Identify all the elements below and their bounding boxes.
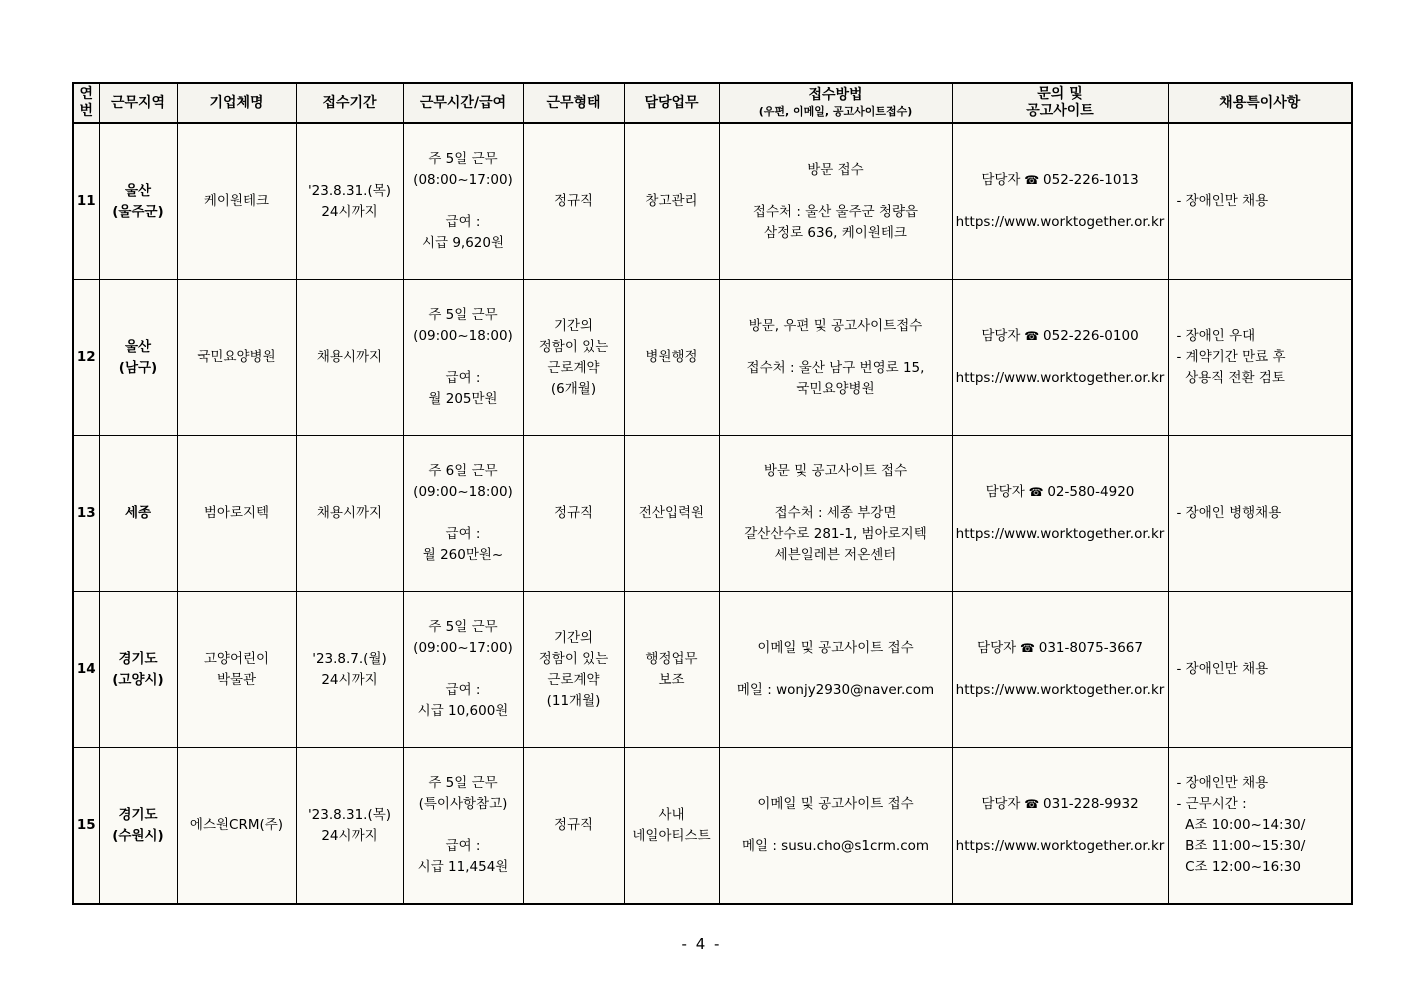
hours-pay xyxy=(403,436,523,592)
header-method-title: 접수방법 xyxy=(808,87,863,103)
line-gap xyxy=(406,347,521,368)
company-name xyxy=(177,748,296,905)
contact-line xyxy=(955,326,1166,347)
application-period-line: 채용시까지 xyxy=(316,349,383,365)
hiring-notes-line: - 장애인만 채용 xyxy=(1176,661,1269,677)
table-row xyxy=(73,592,1352,748)
application-method xyxy=(719,280,952,436)
contact-label: 담당자 xyxy=(981,328,1021,344)
work-region-line: 경기도 xyxy=(118,806,158,823)
method-line: 방문 접수 xyxy=(807,161,864,178)
employment-type-line: 근로계약 xyxy=(547,359,600,376)
application-period-line: '23.8.7.(월) xyxy=(312,650,387,667)
hiring-notes xyxy=(1168,748,1352,905)
hours-pay xyxy=(403,123,523,280)
hiring-notes-line: B조 11:00~15:30/ xyxy=(1176,838,1306,854)
method-detail-line: 삼정로 636, 케이원테크 xyxy=(764,224,907,241)
header-no-line: 연 xyxy=(79,86,94,102)
application-method xyxy=(719,592,952,748)
hiring-notes-line: - 장애인 우대 xyxy=(1176,328,1256,344)
work-hours-line: (08:00~17:00) xyxy=(413,172,513,188)
company-name xyxy=(177,280,296,436)
application-period-line: 24시까지 xyxy=(321,827,378,844)
job-duty-line: 창고관리 xyxy=(645,193,698,209)
job-duty xyxy=(624,436,719,592)
table-header xyxy=(73,83,1352,123)
pay-line: 급여 : xyxy=(445,838,481,854)
contact-info xyxy=(952,280,1168,436)
row-number: 11 xyxy=(73,123,99,280)
telephone-icon: ☎ xyxy=(1016,641,1039,655)
work-region xyxy=(99,592,177,748)
company-name xyxy=(177,436,296,592)
method-line: 이메일 및 공고사이트 접수 xyxy=(757,640,914,656)
line-gap xyxy=(406,191,521,212)
method-detail-line: 접수처 : 울산 남구 번영로 15, xyxy=(746,359,925,376)
line-gap xyxy=(955,191,1166,212)
contact-label: 담당자 xyxy=(981,796,1021,812)
header-contact xyxy=(952,83,1168,123)
employment-type xyxy=(523,123,624,280)
pay-line: 급여 : xyxy=(445,370,481,386)
job-site-link[interactable]: https://www.worktogether.or.kr xyxy=(955,370,1165,386)
employment-type-line: (11개월) xyxy=(546,692,601,709)
work-region-line: 세종 xyxy=(124,505,152,521)
contact-phone[interactable]: 052-226-1013 xyxy=(1043,172,1139,188)
pay-line: 시급 11,454원 xyxy=(417,859,509,875)
application-period xyxy=(296,436,403,592)
header-no-line: 번 xyxy=(79,103,94,119)
work-region-line: 울산 xyxy=(124,182,152,199)
contact-label: 담당자 xyxy=(985,484,1025,500)
work-hours-line: 주 5일 근무 xyxy=(428,619,498,635)
employment-type xyxy=(523,592,624,748)
job-duty-line: 병원행정 xyxy=(645,349,698,365)
header-contact-line: 공고사이트 xyxy=(1026,103,1094,119)
work-hours-line: (09:00~17:00) xyxy=(413,640,513,656)
pay-line: 월 260만원~ xyxy=(422,547,504,563)
company-name-line: 국민요양병원 xyxy=(197,349,276,365)
company-name-line: 케이원테크 xyxy=(203,193,270,209)
application-period-line: 채용시까지 xyxy=(316,505,383,521)
table-body xyxy=(73,123,1352,904)
job-duty xyxy=(624,123,719,280)
page-number: - 4 - xyxy=(681,935,722,953)
method-detail-line: 국민요양병원 xyxy=(796,380,875,397)
table-row xyxy=(73,280,1352,436)
company-name-line: 범아로지텍 xyxy=(203,505,270,521)
table-row xyxy=(73,748,1352,905)
work-region-line: (고양시) xyxy=(112,671,164,688)
job-site-link[interactable]: https://www.worktogether.or.kr xyxy=(955,214,1165,230)
employment-type-line: 근로계약 xyxy=(547,671,600,688)
header-contact-line: 문의 및 xyxy=(1037,86,1083,102)
application-period xyxy=(296,748,403,905)
job-site-link[interactable]: https://www.worktogether.or.kr xyxy=(955,682,1165,698)
method-detail-line: 메일 : susu.cho@s1crm.com xyxy=(741,838,930,854)
hiring-notes xyxy=(1168,436,1352,592)
line-gap xyxy=(955,659,1166,680)
work-region-line: (울주군) xyxy=(112,203,164,220)
job-duty-line: 사내 xyxy=(658,806,685,823)
employment-type-line: 정함이 있는 xyxy=(538,338,609,355)
pay-line: 시급 10,600원 xyxy=(417,703,509,719)
method-detail-line: 세븐일레븐 저온센터 xyxy=(774,547,897,563)
contact-line xyxy=(955,482,1166,503)
telephone-icon: ☎ xyxy=(1020,329,1044,343)
application-period-line: '23.8.31.(목) xyxy=(307,806,392,823)
contact-phone[interactable]: 031-8075-3667 xyxy=(1038,640,1143,656)
employment-type-line: (6개월) xyxy=(550,380,597,397)
work-hours-line: (09:00~18:00) xyxy=(413,328,513,344)
employment-type-line: 기간의 xyxy=(553,629,594,646)
contact-line xyxy=(955,170,1166,191)
work-region xyxy=(99,280,177,436)
company-name xyxy=(177,123,296,280)
employment-type xyxy=(523,280,624,436)
hours-pay xyxy=(403,280,523,436)
employment-type-line: 기간의 xyxy=(553,317,594,334)
job-site-link[interactable]: https://www.worktogether.or.kr xyxy=(955,838,1165,854)
row-number: 12 xyxy=(73,280,99,436)
hiring-notes-line: A조 10:00~14:30/ xyxy=(1176,817,1306,833)
pay-line: 급여 : xyxy=(445,526,481,542)
employment-type-line: 정규직 xyxy=(553,193,594,209)
hiring-notes-line: 상용직 전환 검토 xyxy=(1176,370,1285,386)
work-region-line: 울산 xyxy=(124,338,152,355)
hours-pay xyxy=(403,748,523,905)
line-gap xyxy=(722,181,950,202)
work-region xyxy=(99,748,177,905)
work-region xyxy=(99,436,177,592)
header-duty: 담당업무 xyxy=(624,83,719,123)
line-gap xyxy=(955,347,1166,368)
company-name xyxy=(177,592,296,748)
method-detail-line: 접수처 : 울산 울주군 청량읍 xyxy=(752,203,919,220)
work-region-line: (수원시) xyxy=(112,827,164,844)
row-number: 15 xyxy=(73,748,99,905)
company-name-line: 박물관 xyxy=(216,671,257,688)
line-gap xyxy=(406,503,521,524)
job-duty-line: 행정업무 xyxy=(645,650,698,667)
telephone-icon: ☎ xyxy=(1020,797,1044,811)
job-duty-line: 전산입력원 xyxy=(638,505,705,521)
method-line: 이메일 및 공고사이트 접수 xyxy=(757,796,914,812)
header-region: 근무지역 xyxy=(99,83,177,123)
hiring-notes-line: - 장애인만 채용 xyxy=(1176,775,1269,791)
application-period-line: 24시까지 xyxy=(321,203,378,220)
contact-info xyxy=(952,592,1168,748)
hiring-notes xyxy=(1168,280,1352,436)
line-gap xyxy=(955,815,1166,836)
telephone-icon: ☎ xyxy=(1020,173,1044,187)
company-name-line: 에스원CRM(주) xyxy=(189,817,284,833)
contact-phone[interactable]: 02-580-4920 xyxy=(1047,484,1135,500)
job-duty xyxy=(624,748,719,905)
line-gap xyxy=(722,815,950,836)
contact-info xyxy=(952,748,1168,905)
row-number: 14 xyxy=(73,592,99,748)
pay-line: 시급 9,620원 xyxy=(421,235,505,251)
line-gap xyxy=(406,659,521,680)
work-region-line: 경기도 xyxy=(118,650,158,667)
header-type: 근무형태 xyxy=(523,83,624,123)
employment-type xyxy=(523,436,624,592)
hiring-notes-line: - 근무시간 : xyxy=(1176,796,1247,812)
contact-phone[interactable]: 052-226-0100 xyxy=(1043,328,1139,344)
contact-label: 담당자 xyxy=(981,172,1021,188)
line-gap xyxy=(722,337,950,358)
header-method-subtitle: (우편, 이메일, 공고사이트접수) xyxy=(758,105,913,118)
employment-type xyxy=(523,748,624,905)
contact-label: 담당자 xyxy=(977,640,1017,656)
employment-type-line: 정함이 있는 xyxy=(538,650,609,667)
hiring-notes-line: C조 12:00~16:30 xyxy=(1176,859,1301,875)
method-detail-line: 메일 : wonjy2930@naver.com xyxy=(736,682,935,698)
work-hours-line: 주 6일 근무 xyxy=(428,463,498,479)
header-method xyxy=(719,83,952,123)
application-method xyxy=(719,748,952,905)
work-region-line: (남구) xyxy=(118,359,158,376)
telephone-icon: ☎ xyxy=(1024,485,1048,499)
line-gap xyxy=(406,815,521,836)
job-listings-table xyxy=(72,82,1353,905)
application-method xyxy=(719,436,952,592)
job-duty xyxy=(624,592,719,748)
line-gap xyxy=(722,659,950,680)
header-row xyxy=(73,83,1352,123)
pay-line: 월 205만원 xyxy=(428,391,498,407)
header-hours-pay: 근무시간/급여 xyxy=(403,83,523,123)
company-name-line: 고양어린이 xyxy=(203,650,270,667)
table-row xyxy=(73,436,1352,592)
work-hours-line: (09:00~18:00) xyxy=(413,484,513,500)
application-period-line: '23.8.31.(목) xyxy=(307,182,392,199)
method-line: 방문, 우편 및 공고사이트접수 xyxy=(748,317,923,334)
header-period: 접수기간 xyxy=(296,83,403,123)
contact-line xyxy=(955,794,1166,815)
employment-type-line: 정규직 xyxy=(553,505,594,521)
pay-line: 급여 : xyxy=(445,214,481,230)
work-hours-line: 주 5일 근무 xyxy=(428,307,498,323)
hiring-notes-line: - 장애인 병행채용 xyxy=(1176,505,1282,521)
contact-info xyxy=(952,436,1168,592)
employment-type-line: 정규직 xyxy=(553,817,594,833)
work-hours-line: 주 5일 근무 xyxy=(428,775,498,791)
job-duty-line: 보조 xyxy=(658,671,685,688)
method-line: 방문 및 공고사이트 접수 xyxy=(763,463,908,479)
application-period xyxy=(296,123,403,280)
table-row xyxy=(73,123,1352,280)
line-gap xyxy=(722,482,950,503)
contact-info xyxy=(952,123,1168,280)
work-hours-line: 주 5일 근무 xyxy=(428,151,498,167)
application-period-line: 24시까지 xyxy=(321,671,378,688)
contact-phone[interactable]: 031-228-9932 xyxy=(1043,796,1139,812)
hiring-notes xyxy=(1168,592,1352,748)
hiring-notes xyxy=(1168,123,1352,280)
hours-pay xyxy=(403,592,523,748)
job-duty xyxy=(624,280,719,436)
pay-line: 급여 : xyxy=(445,682,481,698)
job-site-link[interactable]: https://www.worktogether.or.kr xyxy=(955,526,1165,542)
application-method xyxy=(719,123,952,280)
work-hours-line: (특이사항참고) xyxy=(418,796,508,812)
header-company: 기업체명 xyxy=(177,83,296,123)
application-period xyxy=(296,280,403,436)
work-region xyxy=(99,123,177,280)
header-notes: 채용특이사항 xyxy=(1168,83,1352,123)
row-number: 13 xyxy=(73,436,99,592)
job-duty-line: 네일아티스트 xyxy=(632,827,711,844)
method-detail-line: 갈산산수로 281-1, 범아로지텍 xyxy=(744,526,927,542)
line-gap xyxy=(955,503,1166,524)
header-no xyxy=(73,83,99,123)
application-period xyxy=(296,592,403,748)
hiring-notes-line: - 계약기간 만료 후 xyxy=(1176,349,1286,365)
hiring-notes-line: - 장애인만 채용 xyxy=(1176,193,1269,209)
contact-line xyxy=(955,638,1166,659)
method-detail-line: 접수처 : 세종 부강면 xyxy=(774,505,897,521)
